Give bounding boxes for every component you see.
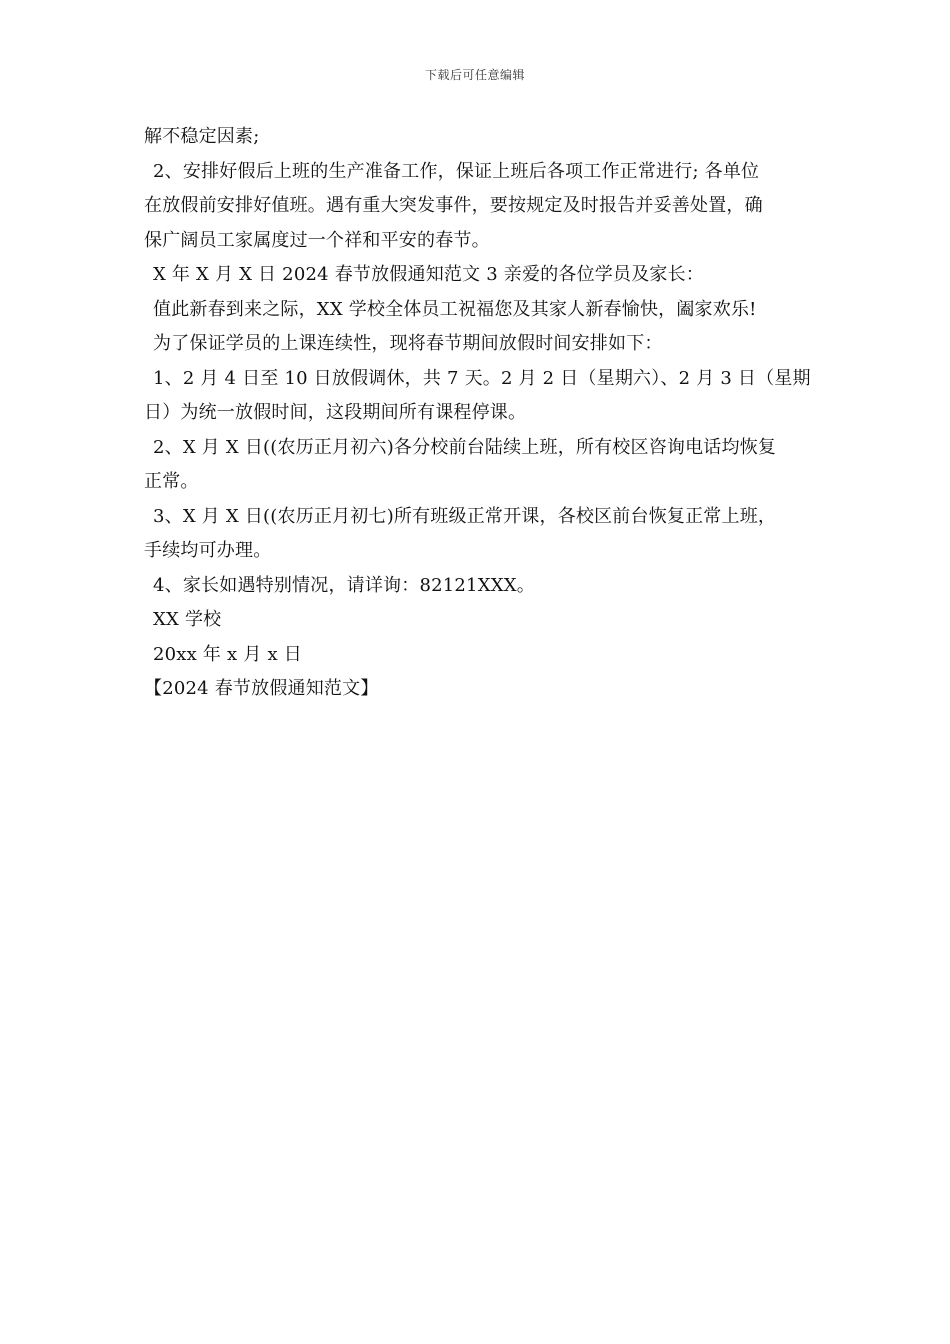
paragraph-line: 在放假前安排好值班。遇有重大突发事件，要按规定及时报告并妥善处置，确	[144, 195, 763, 216]
paragraph-line: 2、安排好假后上班的生产准备工作，保证上班后各项工作正常进行; 各单位	[153, 160, 760, 182]
paragraph-line: 为了保证学员的上课连续性，现将春节期间放假时间安排如下：	[153, 333, 663, 354]
paragraph-line: 1、2 月 4 日至 10 日放假调休，共 7 天。2 月 2 日（星期六）、2 月 3 日（星期	[153, 367, 811, 389]
signature-school: XX 学校	[153, 609, 222, 630]
paragraph-line: 值此新春到来之际，XX 学校全体员工祝福您及其家人新春愉快，阖家欢乐!	[153, 298, 757, 320]
paragraph-line: X 年 X 月 X 日 2024 春节放假通知范文 3 亲爱的各位学员及家长：	[153, 264, 704, 285]
paragraph-line: 手续均可办理。	[144, 540, 272, 561]
signature-date: 20xx 年 x 月 x 日	[153, 643, 302, 665]
document-title-footer: 【2024 春节放假通知范文】	[144, 678, 379, 699]
paragraph-line: 2、X 月 X 日((农历正月初六)各分校前台陆续上班，所有校区咨询电话均恢复	[153, 436, 777, 458]
paragraph-line: 正常。	[144, 471, 199, 492]
paragraph-line: 保广阔员工家属度过一个祥和平安的春节。	[144, 229, 490, 251]
page-header: 下载后可任意编辑	[424, 68, 525, 82]
paragraph-line: 4、家长如遇特别情况，请详询：82121XXX。	[153, 574, 535, 596]
paragraph-line: 3、X 月 X 日((农历正月初七)所有班级正常开课，各校区前台恢复正常上班，	[153, 505, 777, 527]
document-body	[144, 120, 810, 707]
paragraph-line: 日）为统一放假时间，这段期间所有课程停课。	[144, 402, 527, 423]
paragraph-line: 解不稳定因素;	[144, 126, 260, 147]
